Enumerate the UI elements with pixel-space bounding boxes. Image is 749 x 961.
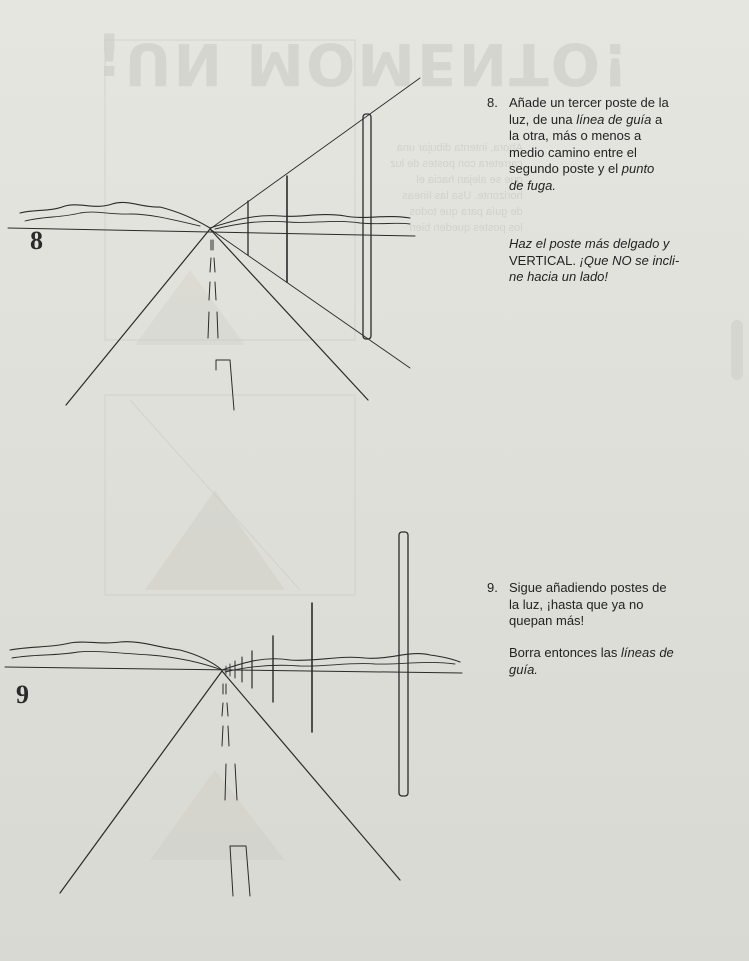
step-9-instructions: 9. Sigue añadiendo postes de la luz, ¡hasta que ya no quepan más! bbox=[487, 580, 667, 628]
road-center-dashes bbox=[222, 684, 250, 896]
bleed-through-text: Ahora, intenta dibujar una carretera con postes de luz que se alejan hacia el horizonte. Usa las líneas de guía para que todos los postes queden bien bbox=[390, 142, 523, 234]
step-9-number: 9 bbox=[16, 680, 29, 709]
road-left-edge bbox=[60, 671, 222, 893]
mountain-ridge-left bbox=[10, 642, 222, 670]
step-9-erase-note: Borra entonces las líneas de guía. bbox=[509, 645, 674, 677]
bleed-through-title: ¡UN MOMENTO! bbox=[96, 30, 631, 98]
step-8-number: 8 bbox=[30, 226, 43, 255]
step-8-warning: Haz el poste más delgado y VERTICAL. ¡Que NO se incli- ne hacia un lado! bbox=[509, 236, 680, 284]
step-8-instructions bbox=[487, 95, 727, 194]
pole-1 bbox=[399, 532, 408, 796]
mountain-ridge-right bbox=[222, 654, 460, 670]
step-8-paragraph-1: 8. Añade un tercer poste de la luz, de una línea de guía a la otra, más o menos a medio camino entre el segundo poste y el punto de fuga. bbox=[487, 95, 669, 193]
road-right-edge bbox=[222, 671, 400, 880]
